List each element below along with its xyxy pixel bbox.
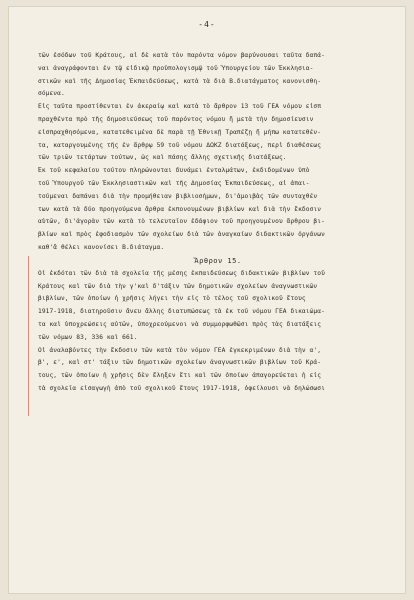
text-line: των κατὰ τὰ δύο προηγούμενα ἄρθρα ἐκπονουμένων βιβλίων καὶ διὰ τὴν ἔκδοσιν	[38, 205, 322, 213]
text-line: τούμεναι δαπάναι διὰ τὴν προμήθειαν βιβλιοσήμων, δι'ἀμοιβὰς τῶν συνταχθέν	[38, 192, 318, 200]
text-line: τα, καταργουμένης τῆς ἐν ἄρθρῳ 59 τοῦ νόμου ΔΩΚΖ διατάξεως, περὶ διαθέσεως	[38, 141, 322, 149]
text-line: αὐτῶν, δι'ἀγορὰν τῶν κατὰ τὸ τελευταῖον ἐδάφιον τοῦ προηγουμένου ἄρθρου βι-	[38, 218, 325, 226]
article-heading: Ἄρθρον 15.	[194, 256, 242, 265]
text-line: β', ε', καὶ στ' τάξιν τῶν δημοτικῶν σχολείων ἀναγνωστικῶν βιβλίων τοῦ Κρά-	[38, 359, 322, 367]
document-body	[38, 50, 398, 396]
text-line: τα καὶ ὑποχρεώσεις αὐτῶν, ὑποχρεούμενοι νὰ συμμορφωθῶσι πρὸς τὰς διατάξεις	[38, 320, 322, 328]
text-line: εἰσπραχθησόμενα, κατατεθειμένα δὲ παρὰ τῇ Ἐθνικῇ Τραπέζῃ ἤ μήπω κατατεθέν-	[38, 128, 322, 136]
text-line: τῶν τριῶν τετάρτων τούτων, ὡς καὶ πάσης ἄλλης σχετικῆς διατάξεως.	[38, 154, 287, 162]
text-line: τοῦ Ὑπουργοῦ τῶν Ἐκκλησιαστικῶν καὶ τῆς Δημοσίας Ἐκπαιδεύσεως, αἱ ἀπαι-	[38, 179, 310, 187]
text-line: τῶν νόμων 83, 336 καὶ 661.	[38, 333, 138, 341]
text-line: Κράτους καὶ τῶν διὰ τὴν γ'καὶ δ'τάξιν τῶν δημοτικῶν σχολείων ἀναγνωστικῶν	[38, 282, 318, 290]
text-line: στικῶν καὶ τῆς Δημοσίας Ἐκπαιδεύσεως, κατὰ τὰ διὰ Β.διατάγματος κανονισθη-	[38, 77, 322, 85]
text-line: ναι ἀναγράφονται ἐν τῷ εἰδικῷ προϋπολογισμῷ τοῦ Ὑπουργείου τῶν Ἐκκλησια-	[38, 64, 314, 72]
text-line: τῶν ἐσόδων τοῦ Κράτους, αἱ δὲ κατὰ τὸν παρόντα νόμον βαρύνουσαι ταῦτα δαπά-	[38, 52, 325, 59]
text-line: 1917-1918, διατηροῦσιν ἄνευ ἄλλης διατυπώσεως τὰ ἐκ τοῦ νόμου ΓΕΑ δικαιώμα-	[38, 308, 325, 316]
text-line: Ἐκ τοῦ κεφαλαίου τούτου πληρώνονται δυνάμει ἐνταλμάτων, ἐκδιδομένων ὑπὸ	[38, 167, 310, 175]
document-page	[8, 6, 406, 594]
text-line: βιβλίων, τῶν ὁποίων ἡ χρῆσις λήγει τὴν εἰς τὸ τέλος τοῦ σχολικοῦ ἔτους	[38, 295, 306, 303]
paragraph-3	[38, 165, 398, 255]
text-line: βλίων καὶ πρὸς ἐφοδιασμὸν τῶν σχολείων διὰ τῶν ἀναγκαίων διδακτικῶν ὀργάνων	[38, 231, 325, 239]
text-line: καθ'ἃ θέλει κανονίσει Β.διάταγμα.	[38, 243, 165, 251]
paragraph-5	[38, 345, 398, 396]
paragraph-1	[38, 50, 398, 101]
text-line: σόμενα.	[38, 90, 65, 98]
text-line: Εἰς ταῦτα προστίθενται ἐν ἀκεραίῳ καὶ κατὰ τὸ ἄρθρον 13 τοῦ ΓΕΑ νόμου εἰσπ	[38, 103, 322, 111]
text-line: Οἱ ἀναλαβόντες τὴν ἔκδοσιν τῶν κατὰ τὸν νόμον ΓΕΑ ἐγκεκριμένων διὰ τὴν α',	[38, 346, 322, 354]
page-number: -4-	[198, 20, 216, 29]
paragraph-4	[38, 268, 398, 345]
text-line: τους, τῶν ὁποίων ἡ χρῆσις δὲν ἔληξεν ἔτι καὶ τῶν ὁποίων ἀπαγορεύεται ἡ εἰς	[38, 372, 322, 380]
text-line: τὰ σχολεῖα εἰσαγωγὴ ἀπὸ τοῦ σχολικοῦ ἔτους 1917-1918, ὀφείλουσι νὰ δηλώσωσι	[38, 384, 325, 392]
text-line: πραχθέντα πρὸ τῆς δημοσιεύσεως τοῦ παρόντος νόμου ἤ μετὰ τὴν δημοσίευσιν	[38, 115, 314, 123]
paragraph-2	[38, 101, 398, 165]
margin-rule	[28, 256, 29, 416]
text-line: Οἱ ἐκδόται τῶν διὰ τὰ σχολεῖα τῆς μέσης ἐκπαιδεύσεως διδακτικῶν βιβλίων τοῦ	[38, 269, 325, 277]
